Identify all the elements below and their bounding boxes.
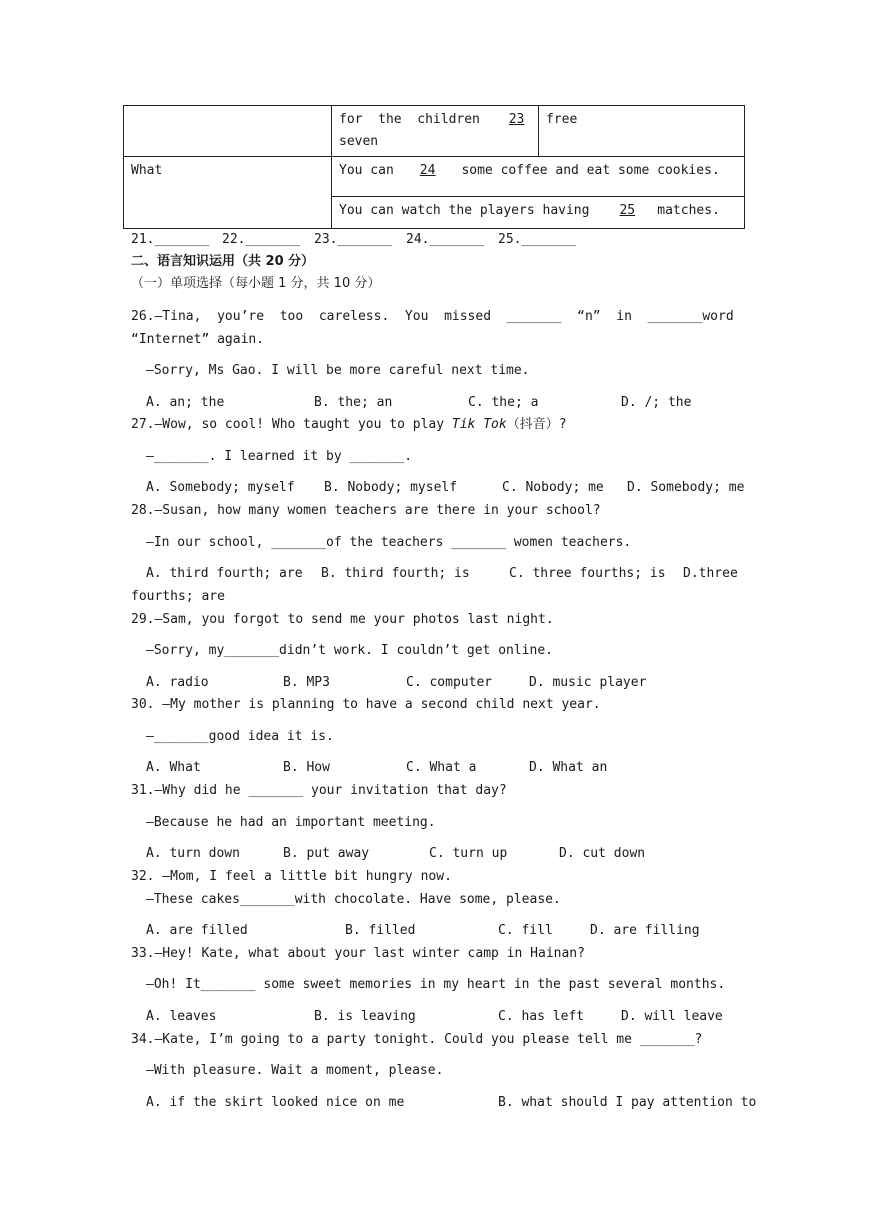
- option-c: C. What a: [406, 760, 477, 775]
- option-a: A. Somebody; myself: [146, 480, 295, 495]
- option-c: C. the; a: [468, 395, 539, 410]
- option-d: D. are filling: [590, 923, 700, 938]
- cell-text: You can watch the players having: [339, 203, 598, 218]
- question-31-line-1: 31.—Why did he _______ your invitation that day?: [131, 783, 507, 798]
- option-b: B. MP3: [283, 675, 330, 690]
- option-a: A. third fourth; are: [146, 566, 303, 581]
- option-d: D. Somebody; me: [627, 480, 745, 495]
- table-row: [124, 106, 745, 157]
- cell-text: some coffee and eat some cookies.: [453, 163, 720, 178]
- question-33-line-2: —Oh! It_______ some sweet memories in my heart in the past several months.: [146, 977, 726, 992]
- answer-blank-23: 23._______: [314, 232, 393, 247]
- table-cell: [539, 106, 745, 157]
- app-name: Tik Tok: [451, 417, 507, 432]
- option-c: C. three fourths; is: [509, 566, 666, 581]
- option-a: A. radio: [146, 675, 209, 690]
- option-a: A. are filled: [146, 923, 248, 938]
- question-28-line-2: —In our school, _______of the teachers _______ women teachers.: [146, 535, 632, 550]
- question-26-line-1: 26.—Tina, you’re too careless. You missed _______ “n” in _______word: [131, 309, 734, 324]
- table-cell: [332, 197, 745, 229]
- question-32-line-2: —These cakes_______with chocolate. Have some, please.: [146, 892, 561, 907]
- question-30-line-1: 30. —My mother is planning to have a second child next year.: [131, 697, 601, 712]
- question-26-line-2: “Internet” again.: [131, 332, 265, 347]
- option-b: B. is leaving: [314, 1009, 416, 1024]
- blank-24: 24: [419, 163, 436, 178]
- question-31-line-2: —Because he had an important meeting.: [146, 815, 436, 830]
- option-b: B. put away: [283, 846, 370, 861]
- question-34-line-2: —With pleasure. Wait a moment, please.: [146, 1063, 444, 1078]
- option-c: C. computer: [406, 675, 493, 690]
- info-table: [123, 105, 745, 229]
- option-a: A. leaves: [146, 1009, 217, 1024]
- option-d: D. music player: [529, 675, 647, 690]
- question-29-line-2: —Sorry, my_______didn’t work. I couldn’t get online.: [146, 643, 553, 658]
- option-a: A. if the skirt looked nice on me: [146, 1095, 405, 1110]
- option-d: D.three: [683, 566, 738, 581]
- option-d: D. cut down: [559, 846, 646, 861]
- option-c: C. turn up: [429, 846, 508, 861]
- answer-blank-24: 24._______: [406, 232, 485, 247]
- table-row: [124, 157, 745, 197]
- question-26-line-3: —Sorry, Ms Gao. I will be more careful next time.: [146, 363, 530, 378]
- option-a: A. What: [146, 760, 201, 775]
- option-b: B. the; an: [314, 395, 393, 410]
- option-b: B. third fourth; is: [321, 566, 470, 581]
- option-b: B. Nobody; myself: [324, 480, 458, 495]
- cell-text: free: [546, 112, 578, 127]
- question-text: （抖音）?: [506, 417, 567, 432]
- question-text: 27.—Wow, so cool! Who taught you to play: [131, 417, 452, 432]
- option-c: C. fill: [498, 923, 553, 938]
- option-c: C. has left: [498, 1009, 585, 1024]
- answer-blank-25: 25._______: [498, 232, 577, 247]
- answer-blank-21: 21._______: [131, 232, 210, 247]
- question-33-line-1: 33.—Hey! Kate, what about your last winter camp in Hainan?: [131, 946, 585, 961]
- question-27-line-2: —_______. I learned it by _______.: [146, 449, 413, 464]
- option-c: C. Nobody; me: [502, 480, 604, 495]
- question-30-line-2: —_______good idea it is.: [146, 729, 334, 744]
- option-a: A. an; the: [146, 395, 225, 410]
- option-b: B. what should I pay attention to: [498, 1095, 757, 1110]
- option-b: B. filled: [345, 923, 416, 938]
- question-34-line-1: 34.—Kate, I’m going to a party tonight. Could you please tell me _______?: [131, 1032, 703, 1047]
- option-a: A. turn down: [146, 846, 240, 861]
- table-cell: [124, 157, 332, 229]
- blank-23: 23: [508, 112, 525, 127]
- cell-text: for the children: [339, 112, 496, 127]
- question-27-line-1: [131, 415, 567, 435]
- option-d: D. will leave: [621, 1009, 723, 1024]
- question-32-line-1: 32. —Mom, I feel a little bit hungry now.: [131, 869, 452, 884]
- section-subtitle: （一）单项选择（每小题 1 分，共 10 分）: [131, 276, 381, 291]
- option-b: B. How: [283, 760, 330, 775]
- cell-text: matches.: [657, 203, 720, 218]
- table-cell: [332, 106, 539, 157]
- option-d: D. What an: [529, 760, 608, 775]
- cell-text: seven: [339, 134, 379, 149]
- table-cell: [332, 157, 745, 197]
- table-cell-empty: [124, 106, 332, 157]
- question-28-line-1: 28.—Susan, how many women teachers are there in your school?: [131, 503, 601, 518]
- question-29-line-1: 29.—Sam, you forgot to send me your photos last night.: [131, 612, 554, 627]
- answer-blank-22: 22._______: [222, 232, 301, 247]
- section-title: 二、语言知识运用（共 20 分）: [131, 254, 315, 269]
- option-d-continued: fourths; are: [131, 589, 225, 604]
- cell-text: What: [131, 163, 163, 178]
- cell-text: You can: [339, 163, 402, 178]
- blank-25: 25: [619, 203, 636, 218]
- option-d: D. /; the: [621, 395, 692, 410]
